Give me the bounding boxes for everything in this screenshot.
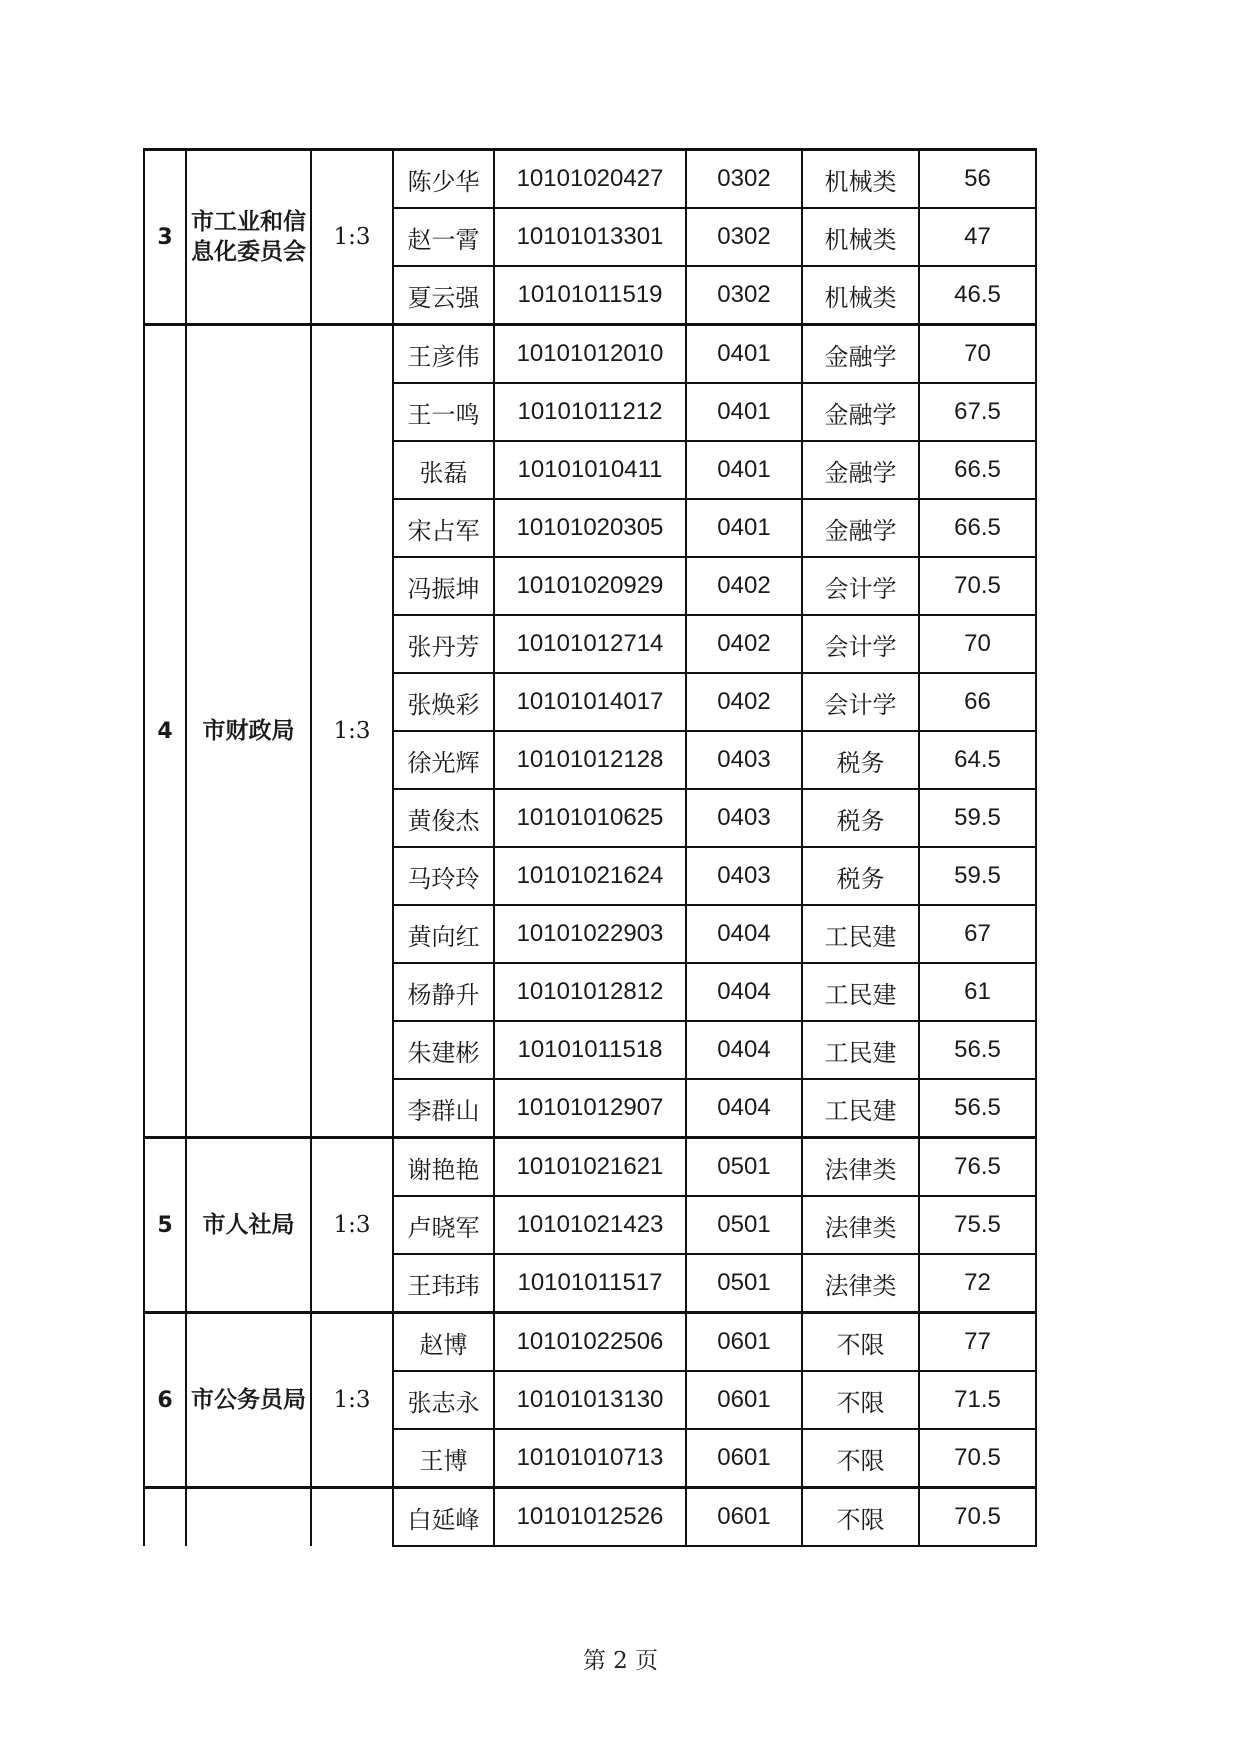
- written-score: 56: [919, 150, 1036, 209]
- candidate-name: 黄俊杰: [393, 789, 494, 847]
- post-code: 0404: [686, 905, 802, 963]
- written-score: 71.5: [919, 1371, 1036, 1429]
- written-score: 70: [919, 325, 1036, 384]
- exam-id: 10101011212: [494, 383, 686, 441]
- post-code: 0501: [686, 1196, 802, 1254]
- exam-id: 10101012526: [494, 1488, 686, 1547]
- group-index: 5: [144, 1138, 186, 1313]
- table-row: [144, 1138, 1036, 1197]
- table-row: [144, 150, 1036, 209]
- exam-id: 10101022903: [494, 905, 686, 963]
- candidate-name: 谢艳艳: [393, 1138, 494, 1197]
- candidate-name: 冯振坤: [393, 557, 494, 615]
- major-requirement: 金融学: [802, 441, 919, 499]
- written-score: 64.5: [919, 731, 1036, 789]
- exam-id: 10101013130: [494, 1371, 686, 1429]
- post-code: 0501: [686, 1254, 802, 1313]
- exam-id: 10101011517: [494, 1254, 686, 1313]
- candidate-name: 黄向红: [393, 905, 494, 963]
- exam-id: 10101012714: [494, 615, 686, 673]
- post-code: 0403: [686, 847, 802, 905]
- group-index: 4: [144, 325, 186, 1138]
- candidate-name: 张焕彩: [393, 673, 494, 731]
- post-code: 0402: [686, 673, 802, 731]
- written-score: 67: [919, 905, 1036, 963]
- exam-id: 10101011518: [494, 1021, 686, 1079]
- exam-id: 10101012010: [494, 325, 686, 384]
- post-code: 0402: [686, 557, 802, 615]
- major-requirement: 税务: [802, 731, 919, 789]
- exam-id: 10101013301: [494, 208, 686, 266]
- post-code: 0404: [686, 963, 802, 1021]
- exam-id: 10101021621: [494, 1138, 686, 1197]
- written-score: 66.5: [919, 499, 1036, 557]
- candidate-name: 陈少华: [393, 150, 494, 209]
- post-code: 0601: [686, 1429, 802, 1488]
- written-score: 56.5: [919, 1079, 1036, 1138]
- post-code: 0403: [686, 789, 802, 847]
- exam-id: 10101020929: [494, 557, 686, 615]
- written-score: 67.5: [919, 383, 1036, 441]
- major-requirement: 金融学: [802, 325, 919, 384]
- exam-id: 10101012907: [494, 1079, 686, 1138]
- post-code: 0302: [686, 266, 802, 325]
- major-requirement: 机械类: [802, 208, 919, 266]
- exam-id: 10101021624: [494, 847, 686, 905]
- department-name: 市财政局: [186, 325, 311, 1138]
- department-name: 市公务员局: [186, 1313, 311, 1488]
- written-score: 70.5: [919, 1429, 1036, 1488]
- major-requirement: 会计学: [802, 615, 919, 673]
- major-requirement: 法律类: [802, 1196, 919, 1254]
- post-code: 0601: [686, 1488, 802, 1547]
- interview-ratio: 1:3: [311, 150, 393, 325]
- results-table: [143, 148, 1037, 1547]
- major-requirement: 不限: [802, 1371, 919, 1429]
- candidate-name: 卢晓军: [393, 1196, 494, 1254]
- written-score: 46.5: [919, 266, 1036, 325]
- major-requirement: 税务: [802, 847, 919, 905]
- written-score: 70.5: [919, 557, 1036, 615]
- department-name: [186, 1488, 311, 1547]
- candidate-name: 夏云强: [393, 266, 494, 325]
- group-index: [144, 1488, 186, 1547]
- exam-id: 10101010713: [494, 1429, 686, 1488]
- major-requirement: 金融学: [802, 383, 919, 441]
- exam-id: 10101020305: [494, 499, 686, 557]
- major-requirement: 不限: [802, 1313, 919, 1372]
- department-name: 市人社局: [186, 1138, 311, 1313]
- exam-id: 10101011519: [494, 266, 686, 325]
- written-score: 75.5: [919, 1196, 1036, 1254]
- post-code: 0401: [686, 325, 802, 384]
- table-row: [144, 1313, 1036, 1372]
- group-index: 3: [144, 150, 186, 325]
- written-score: 70: [919, 615, 1036, 673]
- written-score: 59.5: [919, 847, 1036, 905]
- post-code: 0404: [686, 1079, 802, 1138]
- written-score: 77: [919, 1313, 1036, 1372]
- written-score: 61: [919, 963, 1036, 1021]
- candidate-name: 马玲玲: [393, 847, 494, 905]
- candidate-name: 徐光辉: [393, 731, 494, 789]
- page-number: 第 2 页: [582, 1648, 659, 1674]
- candidate-name: 赵一霄: [393, 208, 494, 266]
- group-index: 6: [144, 1313, 186, 1488]
- candidate-name: 李群山: [393, 1079, 494, 1138]
- table-row: [144, 1488, 1036, 1547]
- post-code: 0302: [686, 150, 802, 209]
- post-code: 0401: [686, 499, 802, 557]
- major-requirement: 工民建: [802, 1079, 919, 1138]
- exam-id: 10101012812: [494, 963, 686, 1021]
- exam-id: 10101022506: [494, 1313, 686, 1372]
- written-score: 72: [919, 1254, 1036, 1313]
- interview-ratio: 1:3: [311, 1313, 393, 1488]
- major-requirement: 法律类: [802, 1138, 919, 1197]
- candidate-name: 张丹芳: [393, 615, 494, 673]
- candidate-name: 张磊: [393, 441, 494, 499]
- written-score: 47: [919, 208, 1036, 266]
- candidate-name: 白延峰: [393, 1488, 494, 1547]
- candidate-name: 王玮玮: [393, 1254, 494, 1313]
- candidate-name: 王彦伟: [393, 325, 494, 384]
- post-code: 0403: [686, 731, 802, 789]
- post-code: 0401: [686, 441, 802, 499]
- candidate-name: 杨静升: [393, 963, 494, 1021]
- department-name: 市工业和信息化委员会: [186, 150, 311, 325]
- major-requirement: 金融学: [802, 499, 919, 557]
- exam-id: 10101021423: [494, 1196, 686, 1254]
- results-table-body: [144, 150, 1036, 1547]
- major-requirement: 不限: [802, 1488, 919, 1547]
- exam-id: 10101010411: [494, 441, 686, 499]
- written-score: 70.5: [919, 1488, 1036, 1547]
- candidate-name: 王博: [393, 1429, 494, 1488]
- major-requirement: 工民建: [802, 963, 919, 1021]
- table-row: [144, 325, 1036, 384]
- written-score: 66.5: [919, 441, 1036, 499]
- major-requirement: 工民建: [802, 1021, 919, 1079]
- exam-id: 10101010625: [494, 789, 686, 847]
- exam-id: 10101012128: [494, 731, 686, 789]
- interview-ratio: 1:3: [311, 1138, 393, 1313]
- exam-id: 10101014017: [494, 673, 686, 731]
- major-requirement: 不限: [802, 1429, 919, 1488]
- major-requirement: 会计学: [802, 673, 919, 731]
- post-code: 0501: [686, 1138, 802, 1197]
- major-requirement: 机械类: [802, 266, 919, 325]
- interview-ratio: 1:3: [311, 325, 393, 1138]
- candidate-name: 赵博: [393, 1313, 494, 1372]
- major-requirement: 法律类: [802, 1254, 919, 1313]
- major-requirement: 会计学: [802, 557, 919, 615]
- written-score: 59.5: [919, 789, 1036, 847]
- written-score: 56.5: [919, 1021, 1036, 1079]
- interview-ratio: [311, 1488, 393, 1547]
- written-score: 76.5: [919, 1138, 1036, 1197]
- post-code: 0402: [686, 615, 802, 673]
- candidate-name: 朱建彬: [393, 1021, 494, 1079]
- exam-id: 10101020427: [494, 150, 686, 209]
- post-code: 0401: [686, 383, 802, 441]
- written-score: 66: [919, 673, 1036, 731]
- major-requirement: 机械类: [802, 150, 919, 209]
- post-code: 0601: [686, 1371, 802, 1429]
- post-code: 0302: [686, 208, 802, 266]
- major-requirement: 税务: [802, 789, 919, 847]
- post-code: 0601: [686, 1313, 802, 1372]
- post-code: 0404: [686, 1021, 802, 1079]
- candidate-name: 王一鸣: [393, 383, 494, 441]
- candidate-name: 张志永: [393, 1371, 494, 1429]
- candidate-name: 宋占军: [393, 499, 494, 557]
- major-requirement: 工民建: [802, 905, 919, 963]
